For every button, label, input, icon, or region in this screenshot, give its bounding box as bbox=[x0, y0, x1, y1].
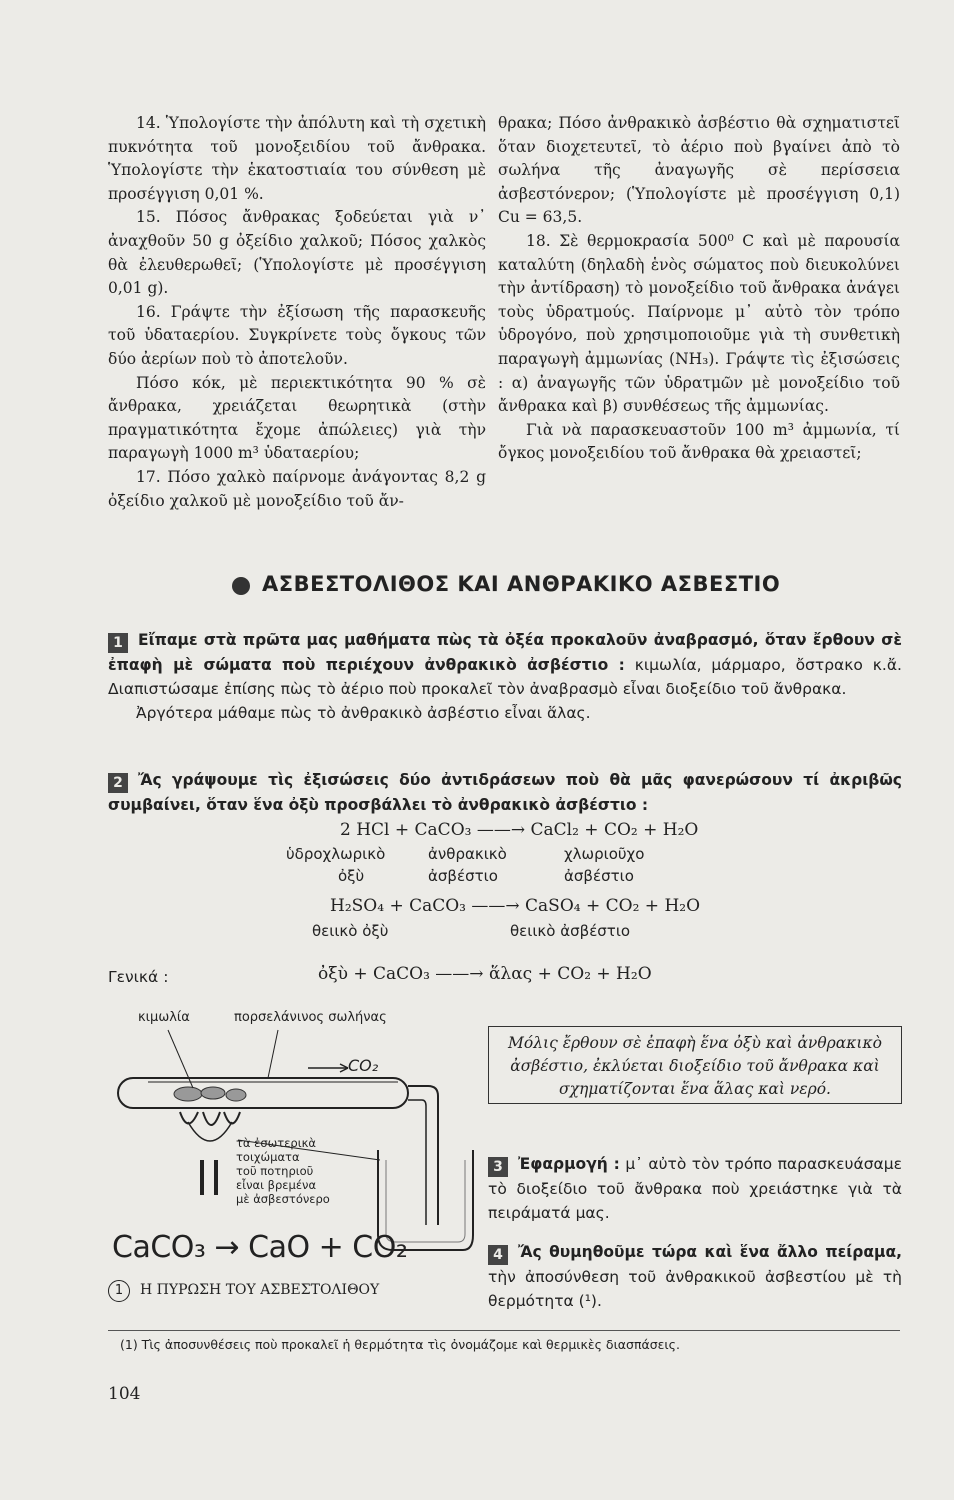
paragraph-1-bold: Εἴπαμε στὰ πρῶτα μας μαθήματα πὼς τὰ ὀξέα προκαλοῦν ἀναβρασμό, ὅταν ἔρθουν σὲ ἐπαφὴ μὲ σώματα ποὺ περιέχουν ἀνθρακικὸ ἀσβέστιο : bbox=[108, 631, 902, 674]
label-porcelain-tube: πορσελάνινος σωλήνας bbox=[234, 1010, 387, 1025]
footnote: (1) Τὶς ἀποσυνθέσεις ποὺ προκαλεῖ ἡ θερμότητα τὶς ὀνομάζομε καὶ θερμικὲς διασπάσεις. bbox=[120, 1337, 680, 1352]
label-walls-line: τὰ ἐσωτερικὰ bbox=[236, 1136, 316, 1150]
paragraph-2 bbox=[108, 768, 902, 817]
exercise-15: 15. Πόσος ἄνθρακας ξοδεύεται γιὰ ν᾽ ἀναχθοῦν 50 g ὀξείδιο χαλκοῦ; Πόσος χαλκὸς θὰ ἐλευθερωθεῖ; (Ὑπολογίστε μὲ προσέγγιση 0,01 g). bbox=[108, 208, 486, 298]
label-beaker-walls bbox=[236, 1136, 330, 1206]
equation-hcl: 2 HCl + CaCO₃ ——→ CaCl₂ + CO₂ + H₂O bbox=[340, 820, 699, 840]
paragraph-1 bbox=[108, 628, 902, 725]
label-walls-line: εἶναι βρεμένα bbox=[236, 1178, 317, 1192]
exercise-18-cont: Γιὰ νὰ παρασκευαστοῦν 100 m³ ἀμμωνία, τί ὄγκος μονοξειδίου τοῦ ἄνθρακα θὰ χρειαστεῖ; bbox=[498, 420, 900, 463]
exercise-17: 17. Πόσο χαλκὸ παίρνομε ἀνάγοντας 8,2 g ὀξείδιο χαλκοῦ μὲ μονοξείδιο τοῦ ἄν- bbox=[108, 467, 486, 510]
figure-title: Η ΠΥΡΩΣΗ ΤΟΥ ΑΣΒΕΣΤΟΛΙΘΟΥ bbox=[140, 1282, 380, 1298]
exercise-17-cont: θρακα; Πόσο ἀνθρακικὸ ἀσβέστιο θὰ σχηματιστεῖ ὅταν διοχετευτεῖ, τὸ ἀέριο ποὺ βγαίνει ἀπὸ τὸ σωλήνα τῆς ἀναγωγῆς σὲ περίσσεια ἀσβεστόνερον; (Ὑπολογίστε μὲ προσέγγιση 0,1) Cu = 63,5. bbox=[498, 114, 900, 227]
exercise-16-cont: Πόσο κόκ, μὲ περιεκτικότητα 90 % σὲ ἄνθρακα, χρειάζεται θεωρητικὰ (στὴν πραγματικότητα ἔχομε ἀπώλειες) γιὰ τὴν παραγωγὴ 1000 m³ ὑδαταερίου; bbox=[108, 373, 486, 463]
paragraph-4-text: τὴν ἀποσύνθεση τοῦ ἀνθρακικοῦ ἀσβεστίου μὲ τὴ θερμότητα (¹). bbox=[488, 1268, 902, 1310]
exercises-right-column bbox=[498, 112, 900, 466]
paragraph-number-badge: 1 bbox=[108, 633, 128, 653]
label-calcium-2: ἀσβέστιο bbox=[564, 867, 634, 885]
label-hydrochloric: ὑδροχλωρικὸ bbox=[286, 845, 386, 863]
paragraph-number-badge: 3 bbox=[488, 1157, 508, 1177]
porcelain-tube bbox=[118, 1078, 408, 1108]
paragraph-3-bold: Ἐφαρμογή : bbox=[518, 1155, 620, 1173]
label-carbonate: ἀνθρακικὸ bbox=[428, 845, 507, 863]
paragraph-4-bold: Ἄς θυμηθοῦμε τώρα καὶ ἕνα ἄλλο πείραμα, bbox=[518, 1243, 902, 1261]
equation-general: ὀξὺ + CaCO₃ ——→ ἅλας + CO₂ + H₂O bbox=[318, 964, 652, 984]
label-walls-line: τοῦ ποτηριοῦ bbox=[236, 1164, 314, 1178]
paragraph-1-text: κιμωλία, μάρμαρο, ὄστρακο κ.ἄ. Διαπιστώσαμε ἐπίσης πὼς τὸ ἀέριο ποὺ προκαλεῖ τὸν ἀναβρασμὸ εἶναι διοξείδιο τοῦ ἄνθρακα. bbox=[108, 656, 902, 698]
equation-h2so4: H₂SO₄ + CaCO₃ ——→ CaSO₄ + CO₂ + H₂O bbox=[330, 896, 701, 916]
summary-caption-box: Μόλις ἔρθουν σὲ ἐπαφὴ ἕνα ὀξὺ καὶ ἀνθρακικὸ ἀσβέστιο, ἐκλύεται διοξείδιο τοῦ ἄνθρακα καὶ σχηματίζονται ἕνα ἅλας καὶ νερό. bbox=[488, 1026, 902, 1104]
paragraph-number-badge: 2 bbox=[108, 773, 128, 793]
reaction-handwritten: CaCO₃ → CaO + CO₂ bbox=[112, 1230, 408, 1265]
exercises-left-column bbox=[108, 112, 486, 513]
paragraph-1-second: Ἀργότερα μάθαμε πὼς τὸ ἀνθρακικὸ ἀσβέστιο εἶναι ἅλας. bbox=[136, 704, 591, 722]
exercise-18: 18. Σὲ θερμοκρασία 500⁰ C καὶ μὲ παρουσία καταλύτη (δηλαδὴ ἑνὸς σώματος ποὺ διευκολύνει τὴν ἀντίδραση) τὸ μονοξείδιο τοῦ ἄνθρακα ἀνάγει τοὺς ὑδρατμούς. Παίρνομε μ᾽ αὐτὸ τὸν τρόπο ὑδρογόνο, ποὺ χρησιμοποιοῦμε γιὰ τὴ συνθετικὴ παραγωγὴ ἀμμωνίας (NH₃). Γράψτε τὶς ἐξισώσεις : α) ἀναγωγῆς τῶν ὑδρατμῶν μὲ μονοξείδιο τοῦ ἄνθρακα καὶ β) συνθέσεως τῆς ἀμμωνίας. bbox=[498, 231, 900, 416]
exercise-16: 16. Γράψτε τὴν ἐξίσωση τῆς παρασκευῆς τοῦ ὑδαταερίου. Συγκρίνετε τοὺς ὄγκους τῶν δύο ἀερίων ποὺ τὸ ἀποτελοῦν. bbox=[108, 302, 486, 368]
paragraph-4 bbox=[488, 1240, 902, 1313]
paragraph-2-bold: Ἄς γράψουμε τὶς ἐξισώσεις δύο ἀντιδράσεων ποὺ θὰ μᾶς φανερώσουν τί ἀκριβῶς συμβαίνει, ὅταν ἕνα ὀξὺ προσβάλλει τὸ ἀνθρακικὸ ἀσβέστιο : bbox=[108, 771, 902, 814]
leader-tube bbox=[268, 1030, 278, 1078]
paragraph-number-badge: 4 bbox=[488, 1245, 508, 1265]
burner-flame bbox=[180, 1112, 240, 1195]
label-calcium-sulfate: θειικὸ ἀσβέστιο bbox=[510, 922, 631, 940]
section-title: ΑΣΒΕΣΤΟΛΙΘΟΣ ΚΑΙ ΑΝΘΡΑΚΙΚΟ ΑΣΒΕΣΤΙΟ bbox=[262, 572, 781, 596]
footnote-divider bbox=[108, 1330, 900, 1331]
label-acid: ὀξὺ bbox=[338, 867, 365, 885]
exercise-14: 14. Ὑπολογίστε τὴν ἀπόλυτη καὶ τὴ σχετικὴ πυκνότητα τοῦ μονοξειδίου τοῦ ἄνθρακα. Ὑπολογίστε τὴν ἑκατοστιαία του σύνθεση μὲ προσέγγιση 0,01 %. bbox=[108, 114, 486, 203]
section-bullet-icon bbox=[232, 577, 250, 595]
label-chalk: κιμωλία bbox=[138, 1010, 190, 1025]
figure-limestone-heating bbox=[108, 1010, 478, 1320]
outlet-tube bbox=[408, 1086, 438, 1225]
label-calcium: ἀσβέστιο bbox=[428, 867, 498, 885]
paragraph-3 bbox=[488, 1152, 902, 1225]
paragraph-3-text: μ᾽ αὐτὸ τὸν τρόπο παρασκευάσαμε τὸ διοξείδιο τοῦ ἄνθρακα ποὺ χρειάστηκε γιὰ τὰ πειράματά μας. bbox=[488, 1155, 902, 1222]
label-co2: CO₂ bbox=[348, 1056, 379, 1075]
general-label: Γενικά : bbox=[108, 968, 169, 986]
figure-number-badge: 1 bbox=[108, 1280, 130, 1302]
label-sulfuric-acid: θειικὸ ὀξὺ bbox=[312, 922, 389, 940]
label-walls-line: μὲ ἀσβεστόνερο bbox=[236, 1192, 330, 1206]
leader-chalk bbox=[168, 1030, 193, 1088]
page-number: 104 bbox=[108, 1384, 141, 1404]
chalk-pieces bbox=[174, 1087, 246, 1101]
label-walls-line: τοιχώματα bbox=[236, 1150, 300, 1164]
label-chloride: χλωριοῦχο bbox=[564, 845, 645, 863]
